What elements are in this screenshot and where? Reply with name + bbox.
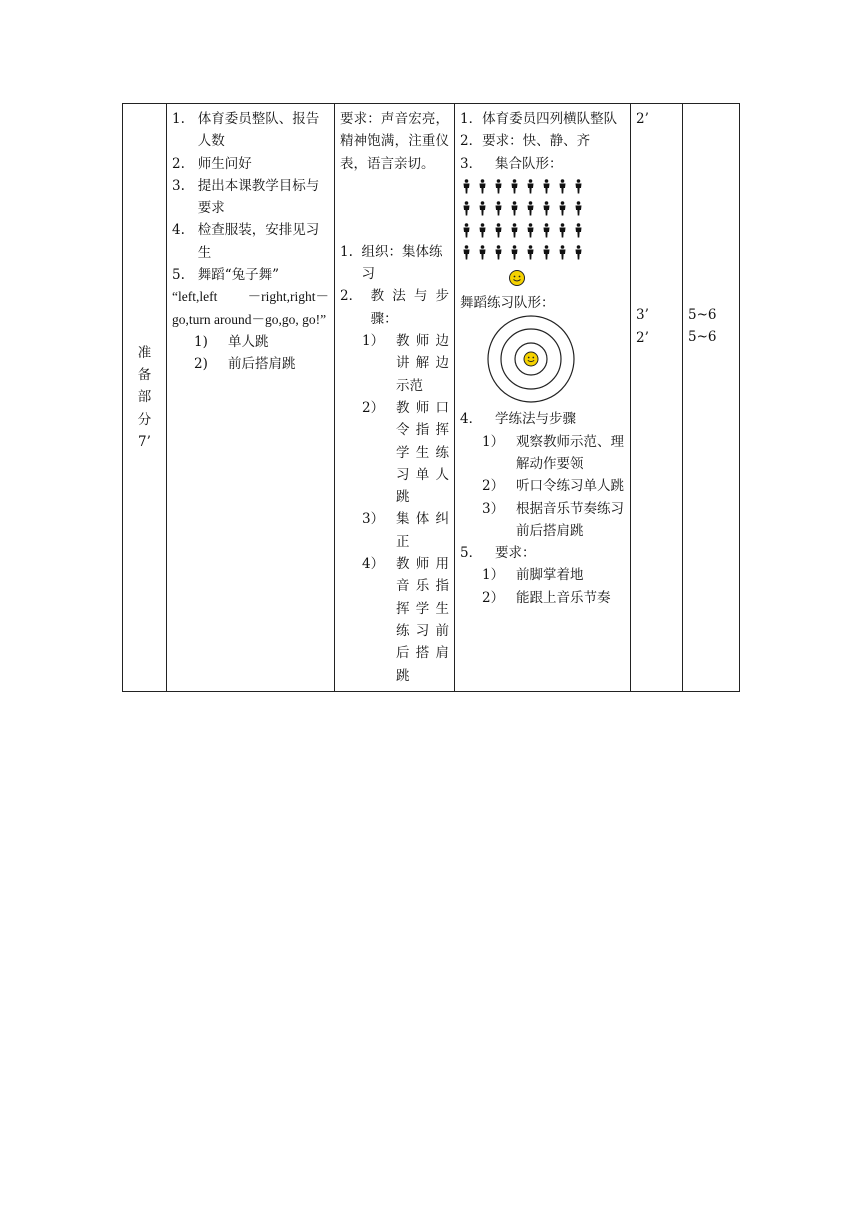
content-item: 5. 舞蹈“兔子舞”	[172, 267, 280, 284]
org-item: 2． 要求：快、静、齐	[460, 133, 591, 150]
concentric-circles-diagram	[486, 314, 576, 404]
student-figure-icon	[462, 179, 471, 194]
content-item: 4. 检查服装，安排见习生	[172, 222, 320, 261]
student-figure-icon	[510, 245, 519, 260]
method-item: 1. 组织：集体练习	[340, 243, 443, 283]
student-figure-icon	[494, 223, 503, 238]
student-figure-icon	[558, 223, 567, 238]
section-char: 分	[137, 411, 152, 428]
student-figure-icon	[542, 245, 551, 260]
method-subitem: 3） 集体纠正	[362, 511, 449, 550]
student-figure-icon	[494, 201, 503, 216]
student-figure-icon	[526, 223, 535, 238]
student-figure-icon	[510, 179, 519, 194]
table-row	[123, 104, 740, 692]
content-item: 3. 提出本课教学目标与要求	[172, 177, 320, 217]
teacher-smiley-icon	[508, 269, 526, 287]
count-value: 5~6	[688, 329, 717, 346]
lesson-plan-table	[122, 103, 740, 692]
teacher-smiley-icon	[524, 352, 538, 366]
method-item: 2． 教法与步骤：	[340, 288, 449, 327]
student-figure-icon	[574, 245, 583, 260]
student-figure-icon	[462, 245, 471, 260]
content-item: 1. 体育委员整队、报告人数	[172, 111, 320, 150]
method-subitem: 4） 教师用音乐指挥学生练习前后搭肩跳	[362, 556, 449, 684]
org-item: 3． 集合队形：	[460, 155, 563, 172]
student-figure-icon	[478, 179, 487, 194]
student-figure-icon	[478, 245, 487, 260]
dance-formation	[460, 314, 625, 408]
dance-formation-label: 舞蹈练习队形：	[460, 295, 555, 312]
student-figure-icon	[526, 179, 535, 194]
student-figure-icon	[542, 223, 551, 238]
formation-row	[460, 242, 625, 264]
org-subitem: 1） 观察教师示范、理解动作要领	[482, 433, 624, 472]
section-cell	[123, 104, 167, 692]
student-figure-icon	[526, 245, 535, 260]
method-subitem: 1） 教师边讲解边示范	[362, 333, 449, 394]
student-figure-icon	[574, 179, 583, 194]
org-subitem: 2） 听口令练习单人跳	[482, 478, 624, 495]
time-cell	[631, 104, 683, 692]
teacher-position	[460, 264, 625, 292]
student-figure-icon	[478, 223, 487, 238]
student-figure-icon	[462, 201, 471, 216]
section-duration: 7’	[138, 433, 151, 450]
formation-row	[460, 175, 625, 197]
student-figure-icon	[574, 201, 583, 216]
student-figure-icon	[574, 223, 583, 238]
content-item: 2. 师生问好	[172, 155, 252, 172]
student-figure-icon	[510, 223, 519, 238]
org-item: 4． 学练法与步骤	[460, 411, 576, 428]
org-subitem: 2） 能跟上音乐节奏	[482, 589, 611, 606]
student-figure-icon	[542, 201, 551, 216]
student-figure-icon	[478, 201, 487, 216]
formation-row	[460, 197, 625, 219]
time-value: 3’	[636, 307, 649, 324]
student-figure-icon	[510, 201, 519, 216]
student-figure-icon	[462, 223, 471, 238]
organization-cell	[455, 104, 631, 692]
method-cell	[335, 104, 455, 692]
content-cell	[167, 104, 335, 692]
content-subitem: 1) 单人跳	[194, 333, 269, 350]
org-subitem: 1） 前脚掌着地	[482, 567, 584, 584]
count-cell	[683, 104, 740, 692]
section-char: 准	[137, 344, 152, 361]
org-item: 1． 体育委员四列横队整队	[460, 111, 618, 127]
time-value: 2’	[636, 111, 649, 127]
student-figure-icon	[558, 201, 567, 216]
org-subitem: 3） 根据音乐节奏练习前后搭肩跳	[482, 500, 624, 539]
org-item: 5． 要求：	[460, 545, 536, 562]
count-value: 5~6	[688, 307, 717, 323]
dance-lyrics: “left,left －right,right－ go,turn around－go,go, go!”	[172, 289, 329, 327]
student-figure-icon	[526, 201, 535, 216]
section-char: 备	[137, 366, 152, 383]
method-subitem: 2） 教师口令指挥学生练习单人跳	[362, 399, 449, 506]
student-figure-icon	[558, 245, 567, 260]
student-figure-icon	[494, 179, 503, 194]
student-figure-icon	[542, 179, 551, 194]
method-requirement: 要求：声音宏亮，精神饱满，注重仪表，语言亲切。	[340, 111, 449, 172]
section-char: 部	[137, 389, 152, 406]
formation-row	[460, 219, 625, 241]
time-value: 2’	[636, 329, 649, 346]
assembly-formation	[460, 175, 625, 264]
content-subitem: 2) 前后搭肩跳	[194, 356, 296, 373]
student-figure-icon	[494, 245, 503, 260]
student-figure-icon	[558, 179, 567, 194]
